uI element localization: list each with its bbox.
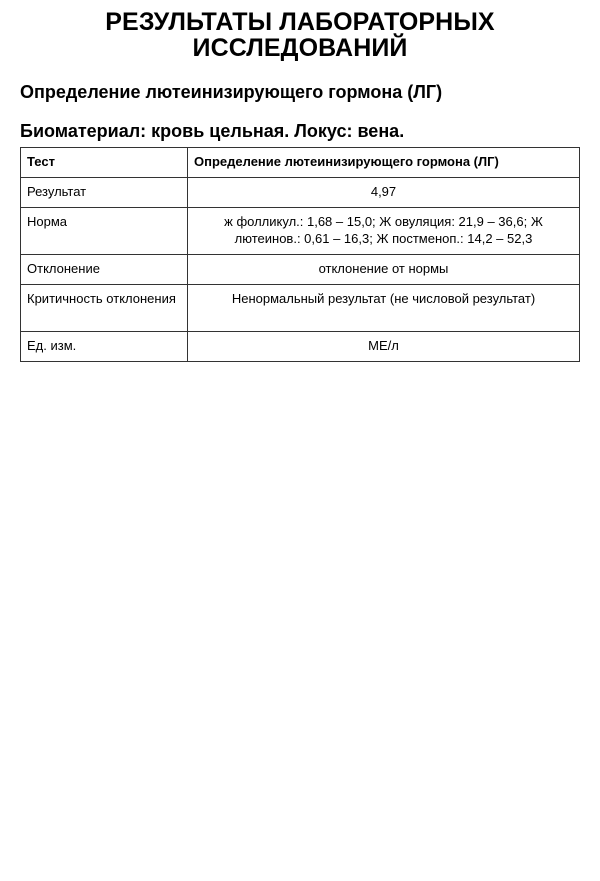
header-label-cell: Тест (21, 148, 188, 178)
row-value: отклонение от нормы (188, 255, 580, 285)
row-label: Отклонение (21, 255, 188, 285)
table-header-row (21, 148, 580, 178)
page-title (0, 9, 600, 61)
table-row-result (21, 178, 580, 208)
row-label: Норма (21, 208, 188, 255)
table-row-norm (21, 208, 580, 255)
biomaterial-heading: Биоматериал: кровь цельная. Локус: вена. (20, 121, 405, 141)
row-value: Ненормальный результат (не числовой результат) (188, 285, 580, 332)
row-value: 4,97 (188, 178, 580, 208)
table-row-criticality (21, 285, 580, 332)
header-value-cell: Определение лютеинизирующего гормона (ЛГ) (188, 148, 580, 178)
results-table (20, 147, 580, 362)
page-title-line-2: ИССЛЕДОВАНИЙ (192, 34, 408, 62)
row-label: Ед. изм. (21, 332, 188, 362)
test-name-heading: Определение лютеинизирующего гормона (ЛГ) (20, 82, 443, 102)
row-value: ж фолликул.: 1,68 – 15,0; Ж овуляция: 21,9 – 36,6; Ж лютеинов.: 0,61 – 16,3; Ж постменоп.: 14,2 – 52,3 (188, 208, 580, 255)
table-row-units (21, 332, 580, 362)
page-title-line-1: РЕЗУЛЬТАТЫ ЛАБОРАТОРНЫХ (105, 8, 495, 36)
row-label: Критичность отклонения (21, 285, 188, 332)
table-row-deviation (21, 255, 580, 285)
row-label: Результат (21, 178, 188, 208)
row-value: МЕ/л (188, 332, 580, 362)
